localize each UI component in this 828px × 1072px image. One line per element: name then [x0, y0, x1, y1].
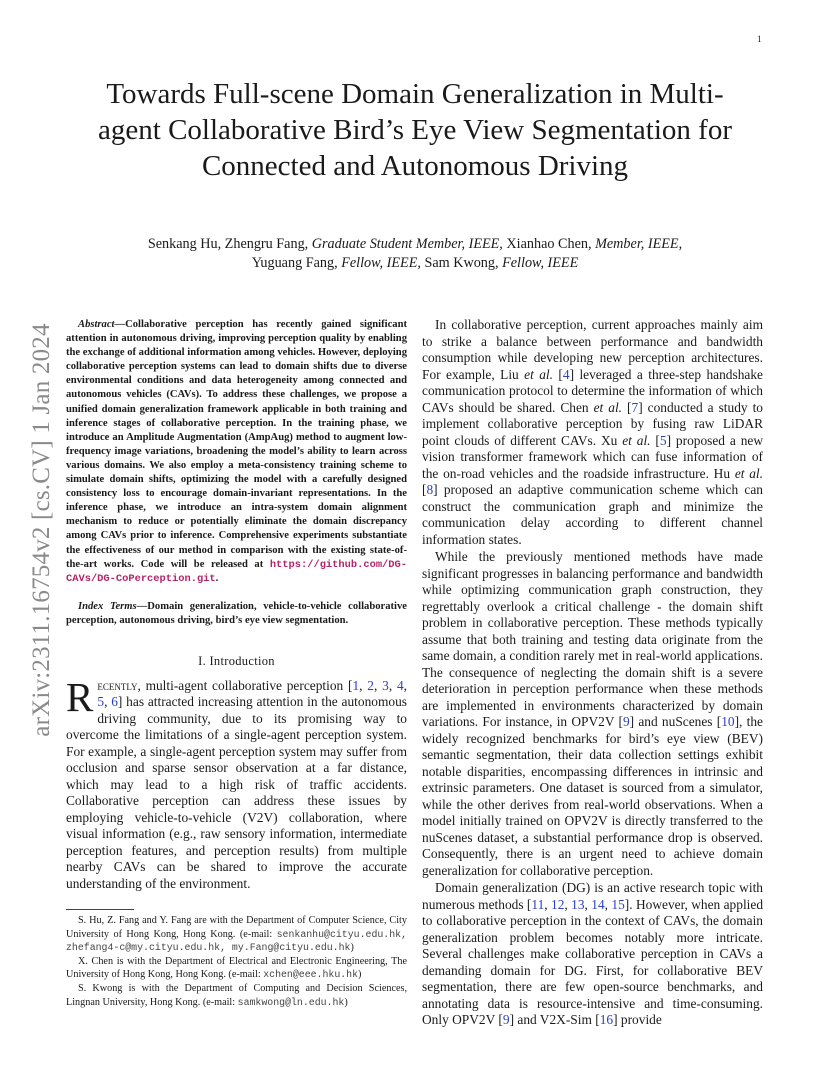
body-text: ] leveraged a three-step handshake communication protocol to determine the information of which CAVs should be shared. Chen — [422, 366, 763, 415]
author-names: Senkang Hu, Zhengru Fang, — [147, 236, 309, 252]
citation-link[interactable]: 12 — [551, 896, 565, 912]
citation-link[interactable]: 15 — [611, 896, 625, 912]
body-text: ] proposed an adaptive communication scheme which can construct the communication graph and minimize the communication delay according to different channel information states. — [422, 482, 763, 547]
email-address[interactable]: xchen@eee.hku.hk — [263, 969, 359, 981]
citation-link[interactable]: 4 — [396, 677, 404, 693]
abstract-label: Abstract — [78, 319, 115, 330]
author-affiliation: Fellow, IEEE, — [341, 255, 421, 271]
body-text: ], the widely recognized benchmarks for bird’s eye view (BEV) semantic segmentation, their data collection settings exhibit notable disparities, encompassing differences in intrinsic and extrinsic parameters. One dataset is sourced from a simulator, while the other derives from real-world observations. When a model initially trained on OPV2V is directly transferred to the nuScenes dataset, a substantial performance drop is observed. Consequently, there is an urgent need to achieve domain generalization for collaborative perception. — [422, 714, 763, 878]
et-al: et al. — [524, 366, 553, 382]
citation-link[interactable]: 2 — [367, 677, 374, 693]
intro-first-word: ecently — [97, 677, 138, 693]
author-names: Xianhao Chen, — [506, 236, 592, 252]
citation-link[interactable]: 3 — [382, 677, 389, 693]
body-text: In collaborative perception, current approaches mainly aim to strike a balance between performance and bandwidth consumption while developing new perception architectures. For example, Liu — [422, 317, 763, 382]
body-text: [ — [553, 366, 563, 382]
citation-link[interactable]: 10 — [721, 714, 735, 729]
citation-link[interactable]: 8 — [426, 482, 434, 497]
abstract-text: —Collaborative perception has recently gained significant attention in autonomous driving, improving perception quality by enabling the exchange of additional information among vehicles. However, deploying collaborative perception systems can lead to domain shifts due to diverse environmental conditions and data heterogeneity among connected and autonomous vehicles (CAVs). To address these challenges, we propose a unified domain generalization framework applicable in both training and inference stages of collaborative perception. In the training phase, we introduce an Amplitude Augmentation (AmpAug) method to augment low-frequency image variations, broadening the model’s ability to learn across various domains. We also employ a meta-consistency training scheme to simulate domain shifts, optimizing the model with a carefully designed consistency loss to encourage domain-invariant representations. In the inference phase, we introduce an intra-system domain alignment mechanism to reduce or potentially eliminate the domain discrepancy among CAVs prior to inference. Comprehensive experiments substantiate the effectiveness of our method in comparison with the existing state-of-the-art works. Code will be released at — [66, 319, 407, 570]
arxiv-identifier: arXiv:2311.16754v2 [cs.CV] 1 Jan 2024 — [28, 323, 55, 737]
footnote-text: S. Kwong is with the Department of Computing and Decision Sciences, Lingnan University, Hong Kong. (e-mail: — [66, 982, 407, 1008]
author-line-1 — [90, 235, 740, 254]
code-link[interactable]: https://github.com/DG-CAVs/DG-CoPerception.git — [66, 558, 407, 585]
body-text: Domain generalization (DG) is an active research topic with numerous methods [ — [422, 880, 763, 912]
footnote-end: ) — [350, 942, 354, 954]
body-text: [ — [650, 432, 660, 448]
citation-link[interactable]: 4 — [562, 366, 570, 382]
author-affiliation: Fellow, IEEE — [502, 255, 579, 271]
sep: , — [564, 896, 572, 912]
body-paragraph — [422, 880, 763, 1029]
body-text: ]. However, when applied to collaborative perception in the context of CAVs, the domain generalization problem becomes notably more intricate. Several challenges make collaborative perception in CAVs a demanding domain for DG. First, for collaborative BEV segmentation, there are few open-source benchmarks, and annotating data is resource-intensive and time-consuming. Only OPV2V [ — [422, 896, 764, 1027]
author-names: Sam Kwong, — [424, 255, 499, 271]
footnote-3 — [66, 982, 407, 1009]
body-paragraph — [422, 317, 763, 548]
citation-link[interactable]: 14 — [591, 896, 605, 912]
email-address[interactable]: samkwong@ln.edu.hk — [237, 996, 345, 1008]
email-address[interactable]: senkanhu@cityu.edu.hk, zhefang4-c@my.cityu.edu.hk, my.Fang@cityu.edu.hk — [66, 928, 407, 954]
body-text: While the previously mentioned methods have made significant progresses in balancing performance and bandwidth while optimizing communication graph construction, they regrettably overlook a critical challenge - the domain shift problem in collaborative perception. These methods typically assume that both training and testing data originate from the same domain, a condition rarely met in real-world applications. The consequence of neglecting the domain shift is a severe deterioration in perception performance when these methods are implemented in environments characterized by domain variations. For instance, in OPV2V [ — [422, 549, 763, 729]
footnote-2 — [66, 955, 407, 982]
citation-link[interactable]: 5 — [659, 432, 667, 448]
body-text: ] conducted a study to implement collaborative perception by fusing raw LiDAR point clouds of different CAVs. Xu — [422, 399, 763, 448]
citation-link[interactable]: 13 — [571, 896, 585, 912]
author-affiliation: Member, IEEE, — [595, 236, 683, 252]
author-affiliation: Graduate Student Member, IEEE, — [311, 236, 503, 252]
body-text: ] provide — [613, 1012, 662, 1027]
footnote-text: S. Hu, Z. Fang and Y. Fang are with the Department of Computer Science, City University of Hong Kong, Hong Kong. (e-mail: — [66, 915, 407, 940]
index-terms — [66, 600, 407, 628]
footnote-end: ) — [358, 969, 362, 981]
citation-link[interactable]: 5 — [97, 694, 105, 710]
index-terms-text: —Domain generalization, vehicle-to-vehicle collaborative perception, autonomous driving, bird’s eye view segmentation. — [66, 600, 407, 626]
body-text: [ — [422, 482, 427, 497]
footnote-separator — [66, 909, 134, 910]
et-al: et al. — [622, 432, 651, 448]
abstract-end: . — [215, 572, 219, 584]
body-text: ] and V2X-Sim [ — [509, 1012, 600, 1027]
index-terms-label: Index Terms — [78, 600, 137, 612]
body-text: ] proposed a new vision transformer framework which can fuse information of the on-road vehicles and the roadside infrastructure. Hu — [422, 432, 763, 481]
paper-title: Towards Full-scene Domain Generalization in Multi-agent Collaborative Bird’s Eye View Segmentation for Connected and Autonomous Driving — [98, 78, 732, 182]
sep: , — [584, 896, 592, 912]
section-heading-introduction: I. Introduction — [198, 653, 275, 668]
citation-link[interactable]: 1 — [352, 677, 360, 693]
left-column — [66, 318, 407, 892]
sep: , — [374, 677, 383, 693]
citation-link[interactable]: 16 — [599, 1012, 614, 1027]
et-al: et al. — [593, 399, 623, 415]
footnotes — [66, 914, 407, 1009]
sep: , — [403, 677, 408, 693]
author-line-2 — [90, 254, 740, 273]
author-list — [90, 235, 740, 273]
citation-link[interactable]: 7 — [631, 399, 639, 415]
footnote-text: X. Chen is with the Department of Electrical and Electronic Engineering, The University of Hong Kong, Hong Kong. (e-mail: — [66, 955, 407, 981]
sep: , — [104, 694, 112, 710]
citation-link[interactable]: 9 — [502, 1012, 510, 1027]
citation-link[interactable]: 6 — [111, 694, 118, 710]
dropcap: R — [66, 673, 94, 720]
sep: , — [359, 677, 368, 693]
footnote-1 — [66, 914, 407, 955]
intro-text: ] has attracted increasing attention in the autonomous driving community, due to its promising way to overcome the limitations of a single-agent perception system. For example, a single-agent perception system may suffer from occlusion and sparse sensor observation at a far distance, which may lead to a high risk of traffic accidents. Collaborative perception can address these issues by employing vehicle-to-vehicle (V2V) collaboration, where visual information (e.g., raw sensory information, intermediate perception features, and perception results) from multiple nearby CAVs can be shared to improve the accurate understanding of the environment. — [66, 694, 408, 891]
body-text: ] and nuScenes [ — [629, 714, 722, 729]
abstract — [66, 318, 407, 586]
sep: , — [604, 896, 612, 912]
body-paragraph — [422, 549, 763, 879]
citation-link[interactable]: 9 — [622, 714, 630, 729]
intro-paragraph — [66, 673, 408, 893]
body-text: [ — [622, 399, 632, 415]
sep: , — [544, 896, 552, 912]
et-al: et al. — [734, 465, 763, 481]
footnote-end: ) — [344, 996, 348, 1008]
right-column — [422, 317, 763, 1029]
citation-link[interactable]: 11 — [531, 896, 545, 912]
sep: , — [388, 677, 397, 693]
author-names: Yuguang Fang, — [251, 255, 338, 271]
intro-text: , multi-agent collaborative perception [ — [137, 677, 353, 693]
page-number: 1 — [757, 34, 762, 44]
